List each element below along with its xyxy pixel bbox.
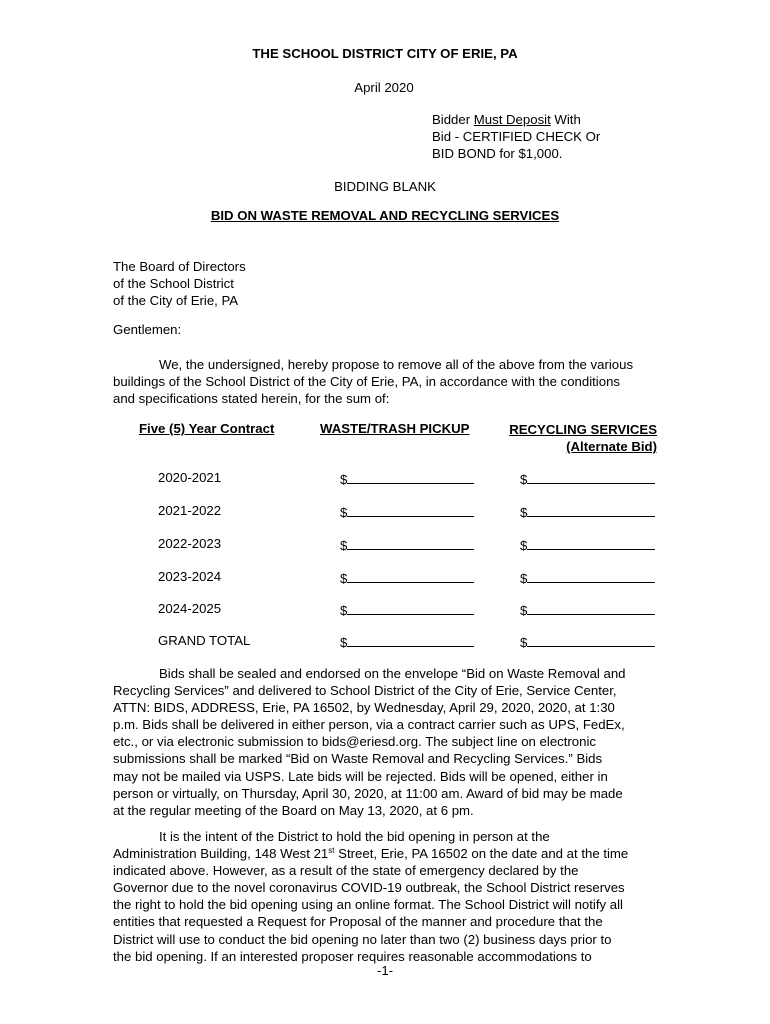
recycling-amount-field[interactable] [520,503,655,520]
currency-symbol: $ [340,571,348,586]
deposit-line-3: BID BOND for $1,000. [432,146,563,161]
date-text: April 2020 [354,80,414,95]
amount-blank[interactable] [347,569,474,583]
amount-blank[interactable] [347,536,474,550]
waste-amount-field[interactable] [340,536,474,553]
intent-line: the bid opening. If an interested proposer requires reasonable accommodations to [113,948,592,964]
intent-line: Governor due to the novel coronavirus COVID-19 outbreak, the School District reserves [113,880,625,896]
intent-line: District will use to conduct the bid opening no later than two (2) business days prior to [113,931,612,947]
address-line: The Board of Directors [113,259,246,274]
bids-line: at the regular meeting of the Board on May 13, 2020, at 6 pm. [113,802,474,818]
deposit-line-2: Bid - CERTIFIED CHECK Or [432,129,601,144]
col-header-recycling-line2: (Alternate Bid) [566,439,657,454]
amount-blank[interactable] [347,601,474,615]
currency-symbol: $ [340,472,348,487]
recycling-amount-field[interactable] [520,470,655,487]
currency-symbol: $ [340,635,348,650]
bids-line: p.m. Bids shall be delivered in either person, via a contract carrier such as UPS, FedEx, [113,717,625,733]
waste-amount-field[interactable] [340,503,474,520]
row-label-2020: 2020-2021 [158,470,222,485]
bids-paragraph [113,665,658,819]
waste-amount-field[interactable] [340,601,474,618]
currency-symbol: $ [520,635,528,650]
intent-line [113,845,658,862]
amount-blank[interactable] [527,633,655,647]
bids-line: may not be mailed via USPS. Late bids will be rejected. Bids will be opened, either in [113,768,608,784]
intent-line: entities that requested a Request for Proposal of the manner and procedure that the [113,914,603,930]
document-date [0,80,770,95]
recycling-amount-field[interactable] [520,536,655,553]
document-subject [0,208,770,223]
bidding-blank-label: BIDDING BLANK [334,179,436,194]
waste-amount-field[interactable] [340,569,474,586]
bids-line: submissions shall be marked “Bid on Waste Removal and Recycling Services.” Bids [113,751,603,767]
deposit-line-1-underlined: Must Deposit [473,112,551,127]
amount-blank[interactable] [527,569,655,583]
ordinal-suffix: st [328,846,335,856]
bids-line: person or virtually, on Thursday, April 30, 2020, at 11:00 am. Award of bid may be made [113,785,623,801]
waste-total-field[interactable] [340,633,474,650]
currency-symbol: $ [520,538,528,553]
row-label-2021: 2021-2022 [158,503,222,518]
amount-blank[interactable] [527,536,655,550]
currency-symbol: $ [520,571,528,586]
subject-text: BID ON WASTE REMOVAL AND RECYCLING SERVICES [210,208,560,223]
row-label-grand-total: GRAND TOTAL [158,633,251,648]
intro-paragraph [113,356,658,407]
intro-line: buildings of the School District of the City of Erie, PA, in accordance with the conditions [113,374,620,390]
intent-line-2-post: Street, Erie, PA 16502 on the date and at the time [334,846,629,862]
row-label-2024: 2024-2025 [158,601,222,616]
deposit-line-1-post: With [550,112,581,127]
deposit-line-1 [432,111,600,128]
currency-symbol: $ [520,505,528,520]
bids-line: Recycling Services” and delivered to School District of the City of Erie, Service Center, [113,683,617,699]
amount-blank[interactable] [347,470,474,484]
intent-line: indicated above. However, as a result of the state of emergency declared by the [113,863,579,879]
address-block [113,258,246,309]
waste-amount-field[interactable] [340,470,474,487]
recycling-amount-field[interactable] [520,601,655,618]
amount-blank[interactable] [527,503,655,517]
address-line: of the City of Erie, PA [113,293,239,308]
row-label-2022: 2022-2023 [158,536,222,551]
amount-blank[interactable] [527,601,655,615]
currency-symbol: $ [520,472,528,487]
intro-line: and specifications stated herein, for the sum of: [113,391,390,407]
col-header-contract: Five (5) Year Contract [139,421,275,436]
deposit-note [432,111,600,162]
amount-blank[interactable] [347,633,474,647]
row-label-2023: 2023-2024 [158,569,222,584]
intent-line: the right to hold the bid opening using an online format. The School District will notify all [113,897,623,913]
page-number: -1- [376,963,394,978]
bids-line: Bids shall be sealed and endorsed on the envelope “Bid on Waste Removal and [159,666,626,681]
bids-line: ATTN: BIDS, ADDRESS, Erie, PA 16502, by Wednesday, April 29, 2020, 2020, at 1:30 [113,700,615,716]
address-line: of the School District [113,276,234,291]
intent-line: It is the intent of the District to hold the bid opening in person at the [159,829,550,844]
bids-line: etc., or via electronic submission to bids@eriesd.org. The subject line on electronic [113,734,596,750]
col-header-recycling [490,421,657,455]
document-title: THE SCHOOL DISTRICT CITY OF ERIE, PA [252,46,518,61]
intent-line-2-pre: Administration Building, 148 West 21 [113,846,329,862]
deposit-line-1-pre: Bidder [432,112,474,127]
currency-symbol: $ [340,603,348,618]
recycling-total-field[interactable] [520,633,655,650]
col-header-recycling-line1: RECYCLING SERVICES [509,422,657,437]
salutation: Gentlemen: [113,322,182,337]
currency-symbol: $ [520,603,528,618]
intent-paragraph [113,828,658,965]
currency-symbol: $ [340,538,348,553]
amount-blank[interactable] [527,470,655,484]
intro-line: We, the undersigned, hereby propose to remove all of the above from the various [159,357,634,372]
col-header-waste: WASTE/TRASH PICKUP [320,421,470,436]
currency-symbol: $ [340,505,348,520]
amount-blank[interactable] [347,503,474,517]
recycling-amount-field[interactable] [520,569,655,586]
